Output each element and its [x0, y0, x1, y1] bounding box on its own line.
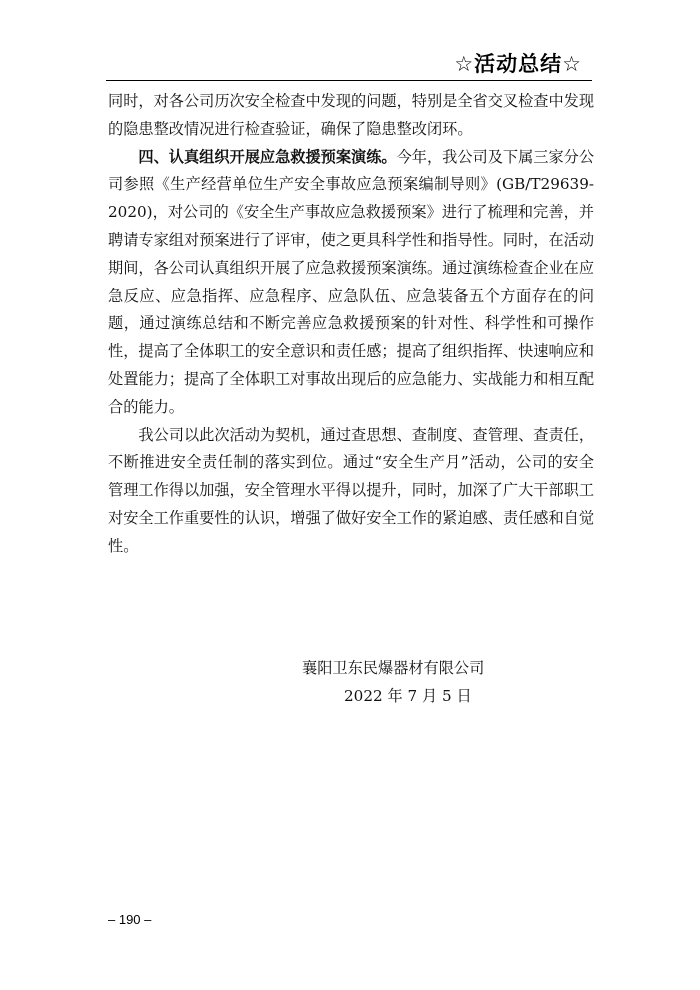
- page-number: – 190 –: [108, 912, 152, 927]
- signature-block: [260, 654, 560, 710]
- header-rule: [106, 80, 592, 81]
- section-heading: 四、认真组织开展应急救援预案演练。: [138, 147, 397, 166]
- paragraph-1: 同时，对各公司历次安全检查中发现的问题，特别是全省交叉检查中发现的隐患整改情况进行检查验证，确保了隐患整改闭环。: [108, 92, 594, 138]
- paragraph-2-text: 今年，我公司及下属三家分公司参照《生产经营单位生产安全事故应急预案编制导则》(GB/T29639-2020)，对公司的《安全生产事故应急救援预案》进行了梳理和完善，并聘请专家组对预案进行了评审，使之更具科学性和指导性。同时，在活动期间，各公司认真组织开展了应急救援预案演练。通过演练检查企业在应急反应、应急指挥、应急程序、应急队伍、应急装备五个方面存在的问题，通过演练总结和不断完善应急救援预案的针对性、科学性和可操作性，提高了全体职工的安全意识和责任感；提高了组织指挥、快速响应和处置能力；提高了全体职工对事故出现后的应急能力、实战能力和相互配合的能力。: [108, 147, 595, 416]
- signature-company: 襄阳卫东民爆器材有限公司: [302, 659, 485, 677]
- paragraph-3: 我公司以此次活动为契机，通过查思想、查制度、查管理、查责任，不断推进安全责任制的落实到位。通过“安全生产月”活动，公司的安全管理工作得以加强，安全管理水平得以提升，同时，加深了广大干部职工对安全工作重要性的认识，增强了做好安全工作的紧迫感、责任感和自觉性。: [108, 425, 595, 555]
- signature-date: 2022 年 7 月 5 日: [344, 687, 472, 705]
- paragraph-2: [108, 144, 594, 422]
- running-title: ☆活动总结☆: [454, 52, 582, 76]
- body-text: [108, 88, 594, 561]
